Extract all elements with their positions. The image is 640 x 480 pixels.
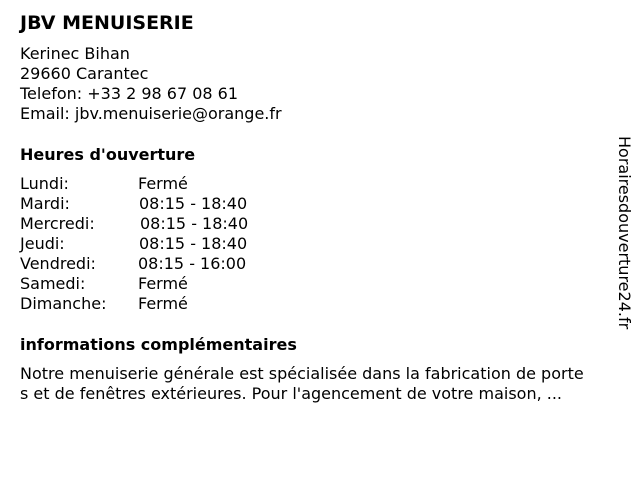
description-line-2: s et de fenêtres extérieures. Pour l'agencement de votre maison, ... (20, 384, 563, 403)
description-text (20, 364, 632, 404)
address-street: Kerinec Bihan (20, 44, 130, 63)
email-address: Email: jbv.menuiserie@orange.fr (20, 104, 282, 123)
phone-number: Telefon: +33 2 98 67 08 61 (20, 84, 239, 103)
day-friday: Vendredi: (20, 254, 96, 273)
hours-thursday: 08:15 - 18:40 (139, 234, 248, 253)
day-thursday: Jeudi: (20, 234, 65, 253)
description-line-1: Notre menuiserie générale est spécialisée dans la fabrication de porte (20, 364, 584, 383)
hours-friday: 08:15 - 16:00 (138, 254, 247, 273)
day-monday: Lundi: (20, 174, 69, 193)
source-site-link[interactable]: Horairesdouverture24.fr (615, 136, 634, 330)
address-city: 29660 Carantec (20, 64, 149, 83)
day-saturday: Samedi: (20, 274, 86, 293)
hours-saturday: Fermé (138, 274, 188, 293)
business-name: JBV MENUISERIE (20, 12, 194, 34)
hours-wednesday: 08:15 - 18:40 (140, 214, 249, 233)
day-wednesday: Mercredi: (20, 214, 95, 233)
opening-hours-heading: Heures d'ouverture (20, 145, 196, 164)
additional-info-heading: informations complémentaires (20, 335, 297, 354)
hours-tuesday: 08:15 - 18:40 (139, 194, 248, 213)
hours-sunday: Fermé (138, 294, 188, 313)
hours-monday: Fermé (138, 174, 188, 193)
day-sunday: Dimanche: (20, 294, 107, 313)
day-tuesday: Mardi: (20, 194, 70, 213)
